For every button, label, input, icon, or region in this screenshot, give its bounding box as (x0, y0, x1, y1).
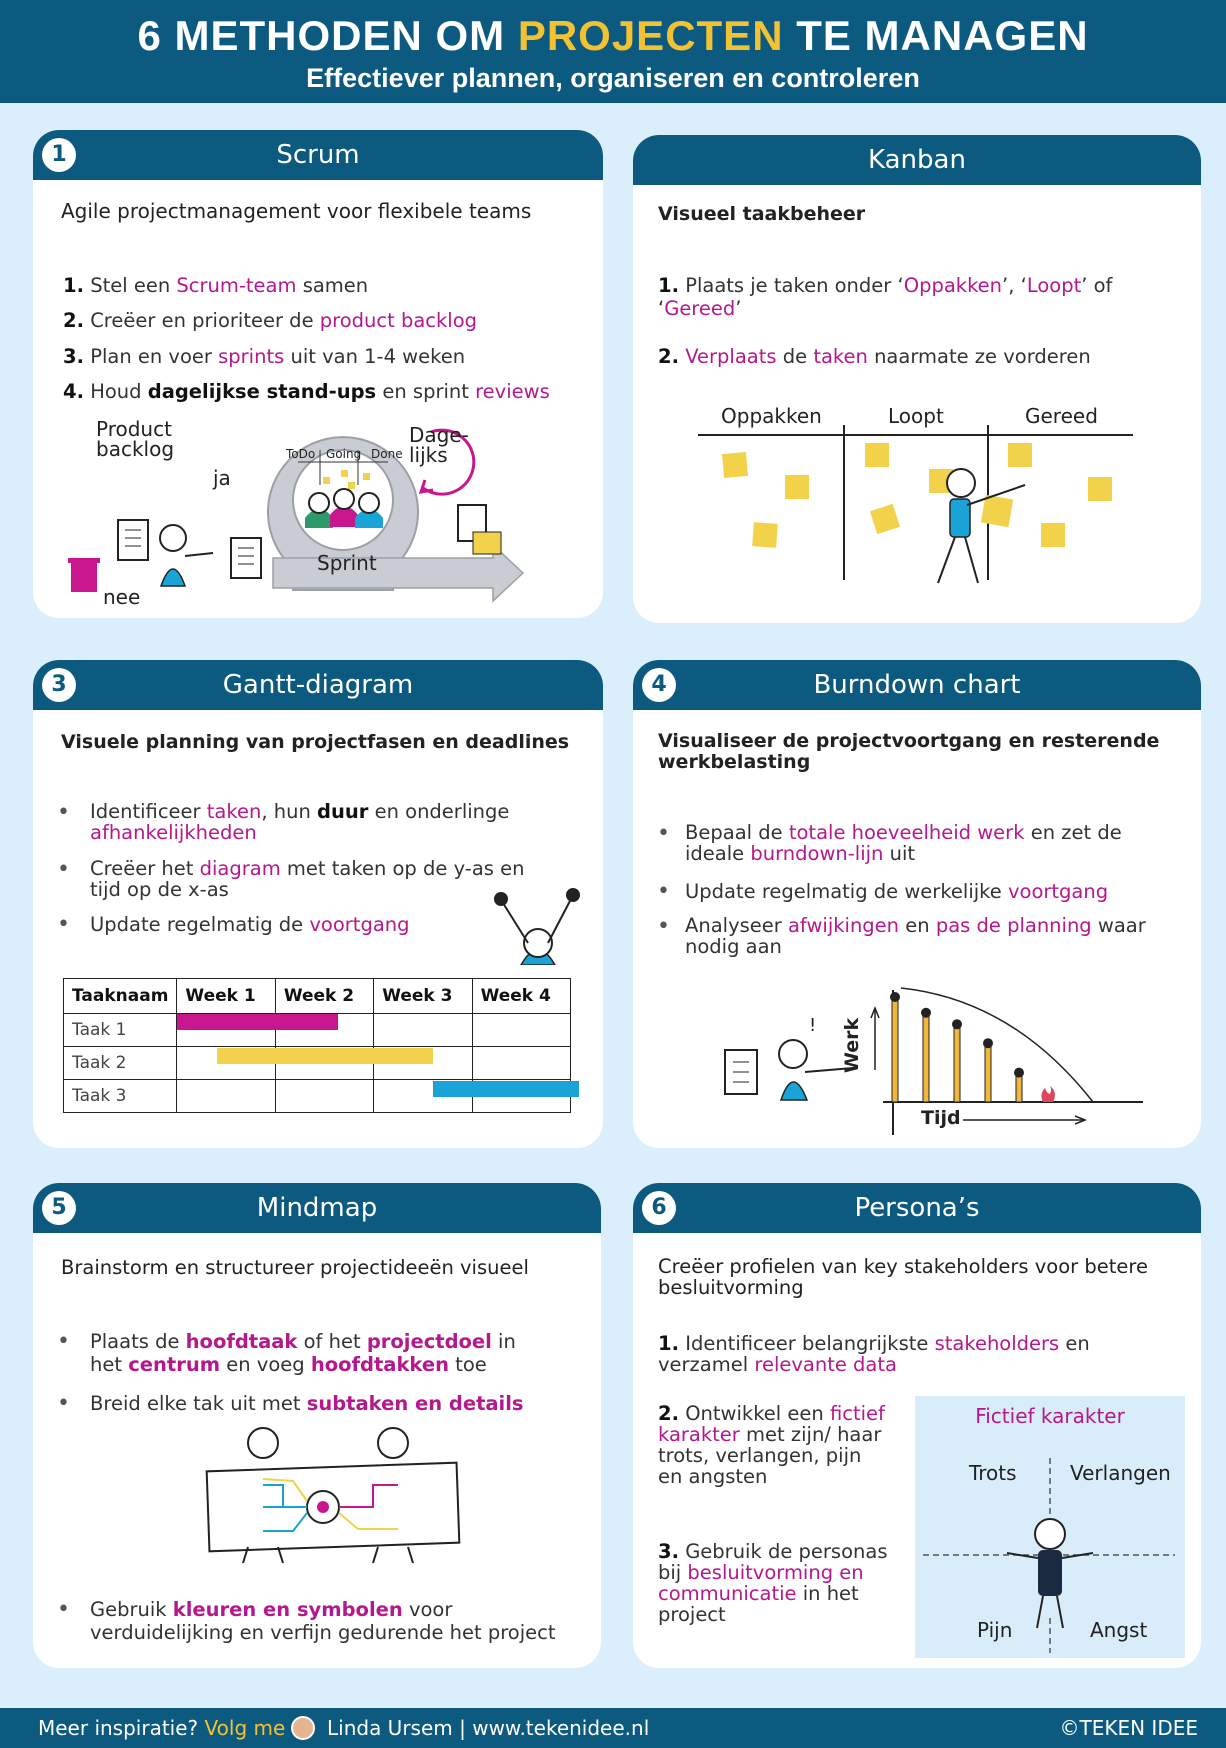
persona-angst: Angst (1090, 1618, 1148, 1642)
page-header (0, 0, 1226, 103)
scrum-step-3: 3. Plan en voer sprints uit van 1-4 weken (63, 345, 466, 368)
mindmap-bullet-2: Breid elke tak uit met subtaken en details (90, 1392, 524, 1415)
gantt-bar (177, 1014, 338, 1030)
person-head-icon (378, 1428, 408, 1458)
gantt-title: Gantt-diagram (222, 670, 414, 700)
exclamation-mark: ! (809, 1015, 817, 1036)
kanban-col-loopt: Loopt (888, 404, 944, 428)
personas-title: Persona’s (854, 1193, 980, 1223)
mindmap-bullet-3: Gebruik kleuren en symbolen voor verduidelijking en verfijn gedurende het project (90, 1598, 556, 1644)
burndown-bullet-1: Bepaal de totale hoeveelheid werk en zet de ideale burndown-lijn uit (685, 821, 1122, 865)
bullet-icon: • (657, 914, 670, 939)
page-subtitle: Effectiever plannen, organiseren en controleren (306, 63, 920, 93)
personas-number: 6 (642, 1191, 676, 1225)
gantt-header: Taaknaam (64, 979, 177, 1014)
sticky-note (1088, 477, 1112, 501)
product-owner-icon (160, 525, 213, 586)
scrum-step-2: 2. Creëer en prioriteer de product backlog (63, 309, 478, 332)
gantt-header: Week 4 (472, 979, 570, 1014)
persona-verlangen: Verlangen (1070, 1461, 1171, 1485)
scrum-subtitle: Agile projectmanagement voor flexibele teams (61, 199, 532, 223)
kanban-title-bar (633, 135, 1201, 185)
scrum-card (33, 130, 603, 618)
gantt-header: Week 1 (177, 979, 275, 1014)
bullet-icon: • (657, 821, 670, 846)
match-head (1014, 1068, 1024, 1078)
burndown-card (633, 660, 1201, 1148)
sticky-note (752, 522, 778, 548)
gantt-header-row (64, 979, 571, 1014)
kanban-person-icon (938, 469, 1025, 583)
burndown-subtitle: Visualiseer de projectvoortgang en resterende werkbelasting (658, 730, 1160, 773)
sticky-note (865, 443, 889, 467)
follow-me-link[interactable]: Volg me (204, 1716, 286, 1740)
nee-label: nee (103, 585, 141, 609)
burndown-illustration (633, 970, 1201, 1148)
kanban-col-gereed: Gereed (1025, 404, 1098, 428)
kanban-subtitle: Visueel taakbeheer (658, 203, 866, 225)
done-label: Done (371, 447, 403, 461)
burndown-bars (890, 992, 1055, 1102)
match-head (983, 1038, 993, 1048)
package-icon (473, 532, 501, 554)
bullet-icon: • (57, 1597, 70, 1622)
mindmap-board (207, 1463, 460, 1552)
mindmap-title-bar (33, 1183, 601, 1233)
scrum-title-bar (33, 130, 603, 180)
gantt-title-bar (33, 660, 603, 710)
footer-inspiration: Meer inspiratie? Volg me (38, 1716, 286, 1740)
burndown-bar (985, 1043, 991, 1102)
flame-icon (1041, 1086, 1055, 1102)
kanban-card (633, 135, 1201, 623)
scrum-number: 1 (42, 138, 76, 172)
personas-step-2: 2. Ontwikkel een fictief karakter met zijn/ haar trots, verlangen, pijn en angsten (658, 1402, 885, 1488)
burndown-x-label: Tijd (921, 1107, 961, 1129)
kanban-board (633, 425, 1201, 623)
match-head (890, 992, 900, 1002)
cheering-person-icon (493, 885, 593, 965)
burndown-y-label: Werk (841, 1017, 863, 1073)
fictional-character-title: Fictief karakter (975, 1404, 1125, 1428)
going-label: Going (326, 447, 362, 461)
gantt-header: Week 2 (275, 979, 373, 1014)
kanban-step-1: 1. Plaats je taken onder ‘Oppakken’, ‘Loopt’ of ‘Gereed’ (658, 274, 1113, 320)
persona-trots: Trots (969, 1461, 1017, 1485)
author-website[interactable]: Linda Ursem | www.tekenidee.nl (327, 1716, 650, 1740)
sticky-note (722, 452, 748, 478)
target-icon (317, 1501, 329, 1513)
task-name: Taak 2 (64, 1047, 177, 1080)
kanban-step-2: 2. Verplaats de taken naarmate ze vorderen (658, 345, 1091, 368)
daily-label: Dage-lijks (409, 423, 469, 467)
gantt-bullet-1: Identificeer taken, hun duur en onderlinge afhankelijkheden (90, 800, 510, 844)
burndown-title-bar (633, 660, 1201, 710)
mindmap-number: 5 (42, 1191, 76, 1225)
burndown-bar (923, 1013, 929, 1102)
personas-step-3: 3. Gebruik de personas bij besluitvorming en communicatie in het project (658, 1540, 888, 1626)
personas-subtitle: Creëer profielen van key stakeholders voor betere besluitvorming (658, 1255, 1148, 1299)
personas-step-1: 1. Identificeer belangrijkste stakeholders en verzamel relevante data (658, 1332, 1090, 1376)
author-avatar (291, 1716, 315, 1740)
match-head (952, 1019, 962, 1029)
scrum-team-icon (305, 489, 383, 528)
sprint-clipboard-icon (231, 538, 261, 578)
mindmap-bullet-1: Plaats de hoofdtaak of het projectdoel in het centrum en voeg hoofdtakken toe (90, 1330, 516, 1376)
gantt-bar (433, 1081, 579, 1097)
scrum-step-4: 4. Houd dagelijkse stand-ups en sprint reviews (63, 380, 550, 403)
mindmap-title: Mindmap (256, 1193, 378, 1223)
burndown-bar (954, 1024, 960, 1102)
bullet-icon: • (57, 1391, 70, 1416)
personas-card (633, 1183, 1201, 1668)
gantt-bullet-2: Creëer het diagram met taken op de y-as en tijd op de x-as (90, 857, 525, 901)
bullet-icon: • (57, 800, 70, 825)
gantt-number: 3 (42, 668, 76, 702)
gantt-header: Week 3 (374, 979, 472, 1014)
sprint-label: Sprint (317, 551, 377, 575)
sticky-note (981, 495, 1013, 527)
gantt-bar (217, 1048, 433, 1064)
burndown-title: Burndown chart (813, 670, 1021, 700)
persona-figure-icon (915, 1448, 1185, 1658)
sticky-note (1041, 523, 1065, 547)
burndown-bar (892, 997, 898, 1102)
trash-bin-icon (71, 562, 97, 592)
page-title: 6 METHODEN OM PROJECTEN TE MANAGEN (137, 12, 1089, 59)
mindmap-card (33, 1183, 601, 1668)
mindmap-illustration (183, 1421, 483, 1571)
person-head-icon (248, 1428, 278, 1458)
task-name: Taak 1 (64, 1014, 177, 1047)
gantt-bullet-3: Update regelmatig de voortgang (90, 913, 410, 936)
match-head (921, 1008, 931, 1018)
burndown-bullet-3: Analyseer afwijkingen en pas de planning waar nodig aan (685, 914, 1146, 958)
sticky-note (1008, 443, 1032, 467)
product-backlog-label: Product backlog (96, 417, 175, 461)
persona-pijn: Pijn (977, 1618, 1013, 1642)
bullet-icon: • (57, 857, 70, 882)
gantt-subtitle: Visuele planning van projectfasen en deadlines (61, 731, 570, 753)
personas-title-bar (633, 1183, 1201, 1233)
backlog-clipboard-icon (118, 520, 148, 560)
bullet-icon: • (57, 912, 70, 937)
ja-label: ja (213, 466, 231, 490)
task-name: Taak 3 (64, 1080, 177, 1113)
scrum-title: Scrum (276, 140, 360, 170)
scrum-step-1: 1. Stel een Scrum-team samen (63, 274, 369, 297)
bullet-icon: • (57, 1329, 70, 1354)
gantt-card (33, 660, 603, 1148)
sticky-note (785, 475, 809, 499)
copyright: ©TEKEN IDEE (1059, 1716, 1198, 1740)
todo-label: ToDo (286, 447, 316, 461)
sticky-note (870, 504, 900, 534)
kanban-col-oppakken: Oppakken (721, 404, 822, 428)
burndown-number: 4 (642, 668, 676, 702)
bullet-icon: • (657, 879, 670, 904)
burndown-bullet-2: Update regelmatig de werkelijke voortgang (685, 880, 1109, 903)
mindmap-subtitle: Brainstorm en structureer projectideeën visueel (61, 1256, 529, 1279)
page-footer (0, 1708, 1226, 1748)
kanban-title: Kanban (868, 145, 966, 175)
